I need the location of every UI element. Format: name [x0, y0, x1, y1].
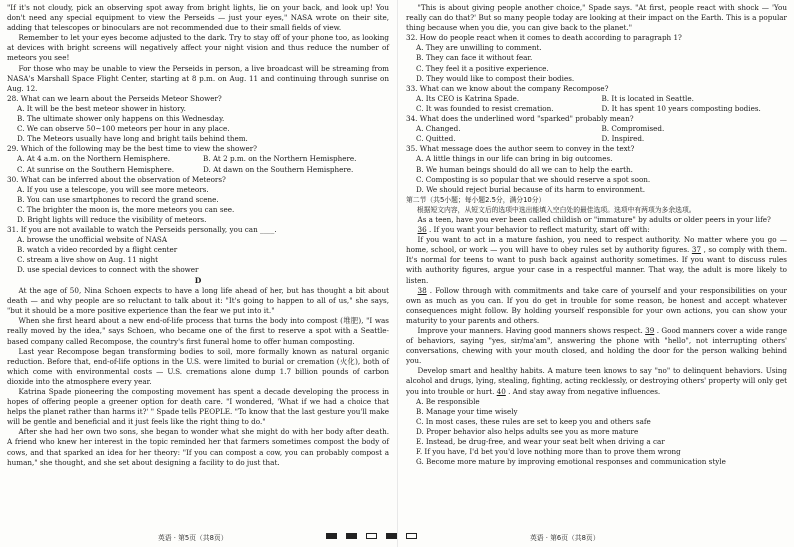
passage-text: Improve your manners. Having good manners shows respect.	[417, 326, 646, 335]
blank-36: 36	[417, 225, 427, 235]
option: C. Quitted.	[416, 134, 456, 144]
question-stem: 32. How do people react when it comes to death according to paragraph 1?	[406, 33, 682, 43]
right-page-number: 英语 · 第6页（共8页）	[530, 534, 600, 542]
alignment-marks	[326, 533, 417, 539]
passage-paragraph: Katrina Spade pioneering the composting movement has spent a decade developing the process in hopes of offering people a greener option for death care. "I wondered, 'What if we had a choice that helps the planet rather than harms it?' " Spade tells PEOPLE. "To know that the last gesture you'll make will be gentle and beneficial and it just feels like the right thing to do."	[7, 386, 389, 427]
passage-text: . And stay away from negative influences.	[505, 386, 661, 396]
left-page-number: 英语 · 第5页（共8页）	[158, 534, 228, 542]
passage-paragraph: For those who may be unable to view the Perseids in person, a live broadcast will be streaming from NASA's Marshall Space Flight Center, starting at 8 p.m. on Aug. 11 and continuing through sunrise on Aug. 12.	[7, 63, 389, 93]
option: D. They would like to compost their bodies.	[416, 73, 575, 83]
question-stem: 31. If you are not available to watch the Perseids personally, you can ____.	[7, 225, 277, 235]
section-heading: D	[194, 275, 202, 285]
option: A. browse the unofficial website of NASA	[17, 235, 168, 245]
blank-37: 37	[691, 245, 702, 255]
passage-paragraph: As a teen, have you ever been called childish or "immature" by adults or older peers in your life?	[417, 214, 771, 224]
option-row	[406, 134, 787, 144]
choice-option: A. Be responsible	[416, 396, 480, 406]
blank-38: 38	[417, 285, 427, 295]
option: B. watch a video recorded by a flight center	[17, 245, 178, 255]
passage-text: . Good manners cover a wide range of behaviors, saying "yes, sir/ma'am", answering the phone with "hello", not interrupting others' conversations, chewing with your mouth closed, and holding the door for the person walking behind you.	[406, 326, 787, 366]
option: B. The ultimate shower only happens on this Wednesday.	[17, 114, 225, 124]
option: D. We should reject burial because of its harm to environment.	[416, 184, 645, 194]
option: B. They can face it without fear.	[416, 53, 533, 63]
registration-mark-icon	[406, 533, 417, 539]
question-stem: 30. What can be inferred about the observation of Meteors?	[7, 174, 226, 184]
passage-paragraph	[406, 225, 787, 235]
choice-option: F. If you have, I'd bet you'd love nothing more than to prove them wrong	[416, 447, 681, 457]
question-28	[7, 94, 389, 144]
question-stem: 34. What does the underlined word "sparked" probably mean?	[406, 114, 634, 124]
registration-mark-icon	[346, 533, 357, 539]
option: A. It will be the best meteor shower in history.	[17, 103, 186, 113]
question-31	[7, 225, 389, 275]
question-stem: 28. What can we learn about the Perseids Meteor Shower?	[7, 93, 222, 103]
registration-mark-icon	[326, 533, 337, 539]
choice-list	[406, 397, 787, 468]
option: C. It was founded to resist cremation.	[416, 103, 554, 113]
option: A. At 4 a.m. on the Northern Hemisphere.	[17, 154, 171, 164]
option: A. If you use a telescope, you will see more meteors.	[17, 184, 209, 194]
option: D. At dawn on the Southern Hemisphere.	[203, 164, 354, 174]
choice-option: B. Manage your time wisely	[416, 406, 518, 416]
passage-paragraph: Last year Recompose began transforming bodies to soil, more formally known as natural organic reduction. Before that, end-of-life options in the U.S. were limited to burial or cremation (火化), both of which come with environmental costs — U.S. cremations alone dump 1.7 billion pounds of carbon dioxide into the atmosphere every year.	[7, 346, 389, 386]
right-content	[406, 3, 787, 467]
section-instructions: 根据短文内容，从短文后的选项中选出能填入空白处的最佳选项。选项中有两项为多余选项。	[416, 205, 696, 214]
option: C. At sunrise on the Southern Hemisphere.	[17, 164, 175, 174]
option: D. The Meteors usually have long and bright tails behind them.	[17, 134, 248, 144]
option: A. Changed.	[416, 124, 461, 134]
question-32	[406, 33, 787, 83]
option: C. They feel it a positive experience.	[416, 63, 549, 73]
passage-paragraph	[406, 235, 787, 285]
passage-text: Develop smart and healthy habits. A mature teen knows to say "no" to delinquent behaviors. Using alcohol and drugs, lying, stealing, fighting, acting recklessly, or destroying others' property will only get you into trouble or hurt.	[406, 366, 787, 396]
section-title: 第二节（共5小题；每小题2.5分，满分10分）	[406, 195, 546, 204]
option-row	[406, 94, 787, 104]
option: C. Composting is so popular that we should reserve a spot soon.	[416, 174, 651, 184]
option-row	[7, 154, 389, 164]
option: D. It has spent 10 years composting bodies.	[601, 103, 761, 113]
option: A. Its CEO is Katrina Spade.	[416, 93, 520, 103]
passage-text: . If you want your behavior to reflect maturity, start off with:	[426, 225, 650, 235]
question-stem: 33. What can we know about the company Recompose?	[406, 83, 609, 93]
option-row	[406, 104, 787, 114]
question-stem: 35. What message does the author seem to convey in the text?	[406, 144, 635, 154]
option: B. We human beings should do all we can to help the earth.	[416, 164, 633, 174]
choice-option: E. Instead, be drug-free, and wear your seat belt when driving a car	[416, 437, 665, 447]
option: B. You can use smartphones to record the grand scene.	[17, 194, 219, 204]
passage-paragraph: At the age of 50, Nina Schoen expects to have a long life ahead of her, but has thought a bit about death — and why people are so reluctant to talk about it: "It's going to happen to all of us," she says, "but it should be a more positive experience than the fear we put into it."	[7, 286, 389, 316]
option: A. A little things in our life can bring in big outcomes.	[416, 154, 613, 164]
option: B. At 2 p.m. on the Northern Hemisphere.	[203, 154, 357, 164]
question-30	[7, 175, 389, 225]
option: A. They are unwilling to comment.	[416, 43, 542, 53]
right-page	[397, 0, 794, 547]
passage-text: , so comply with them. It's normal for teens to want to push back against authority sometimes. If you want to discuss rules with authority figures, argue your case in a respectful manner. That way, the adult is more likely to listen.	[406, 245, 787, 285]
option: C. stream a live show on Aug. 11 night	[17, 255, 159, 265]
registration-mark-icon	[386, 533, 397, 539]
passage-paragraph	[406, 366, 787, 396]
choice-option: G. Become more mature by improving emotional responses and communication style	[416, 457, 726, 467]
question-33	[406, 84, 787, 114]
option: B. It is located in Seattle.	[601, 93, 694, 103]
question-34	[406, 114, 787, 144]
passage-text: If you want to act in a mature fashion, you need to respect authority. No matter where you go — home, school, or work — you will have to obey rules set by authority figures.	[406, 235, 787, 255]
passage-paragraph: After she had her own two sons, she began to wonder what she might do with her body after death. A friend who knew her interest in the topic reminded her that farmers sometimes compost the body of cows, and that sparked an idea for her theory: "If you can compost a cow, you can probably compost a human," she thought, and she set about designing a facility to do just that.	[7, 427, 389, 467]
question-29	[7, 144, 389, 174]
blank-40: 40	[496, 386, 506, 396]
option: D. use special devices to connect with the shower	[17, 265, 199, 275]
option: C. We can observe 50~100 meteors per hour in any place.	[17, 124, 230, 134]
option-row	[406, 124, 787, 134]
choice-option: C. In most cases, these rules are set to keep you and others safe	[416, 416, 651, 426]
passage-paragraph: When she first heard about a new end-of-life process that turns the body into compost (堆肥), "I was really moved by the idea," says Schoen, who became one of the first to reserve a spot with a Seattle-based company called Recompose, the country's first funeral home to offer human composting.	[7, 316, 389, 346]
passage-text: . Follow through with commitments and take care of yourself and your responsibilities on your own as much as you can. If you do get in trouble for some reason, be honest and accept whatever consequences might follow. By holding yourself responsible for your own actions, you can show your maturity to your parents and others.	[406, 285, 787, 325]
left-content	[7, 3, 389, 468]
blank-39: 39	[645, 326, 655, 335]
option: D. Bright lights will reduce the visibility of meteors.	[17, 214, 207, 224]
page-footer	[0, 531, 794, 543]
passage-paragraph	[406, 286, 787, 326]
question-35	[406, 144, 787, 194]
question-stem: 29. Which of the following may be the best time to view the shower?	[7, 144, 258, 154]
registration-mark-icon	[366, 533, 377, 539]
choice-option: D. Proper behavior also helps adults see you as more mature	[416, 426, 639, 436]
passage-paragraph: "This is about giving people another choice," Spade says. "At first, people react with shock — 'You really can do that?' But so many people today are looking at their impact on the Earth. This is a popular thing because when you die, you can give back to the planet."	[406, 3, 787, 33]
passage-paragraph: "If it's not cloudy, pick an observing spot away from bright lights, lie on your back, and look up! You don't need any special equipment to view the Perseids — just your eyes," NASA wrote on their site, adding that telescopes or binoculars are not recommended due to their small fields of view.	[7, 3, 389, 33]
passage-paragraph: Remember to let your eyes become adjusted to the dark. Try to stay off of your phone too, as looking at devices with bright screens will negatively affect your night vision and thus reduce the number of meteors you see!	[7, 33, 389, 63]
option-row	[7, 165, 389, 175]
option: C. The brighter the moon is, the more meteors you can see.	[17, 204, 235, 214]
option: B. Compromised.	[601, 124, 665, 134]
option: D. Inspired.	[601, 134, 645, 144]
passage-paragraph	[406, 326, 787, 366]
